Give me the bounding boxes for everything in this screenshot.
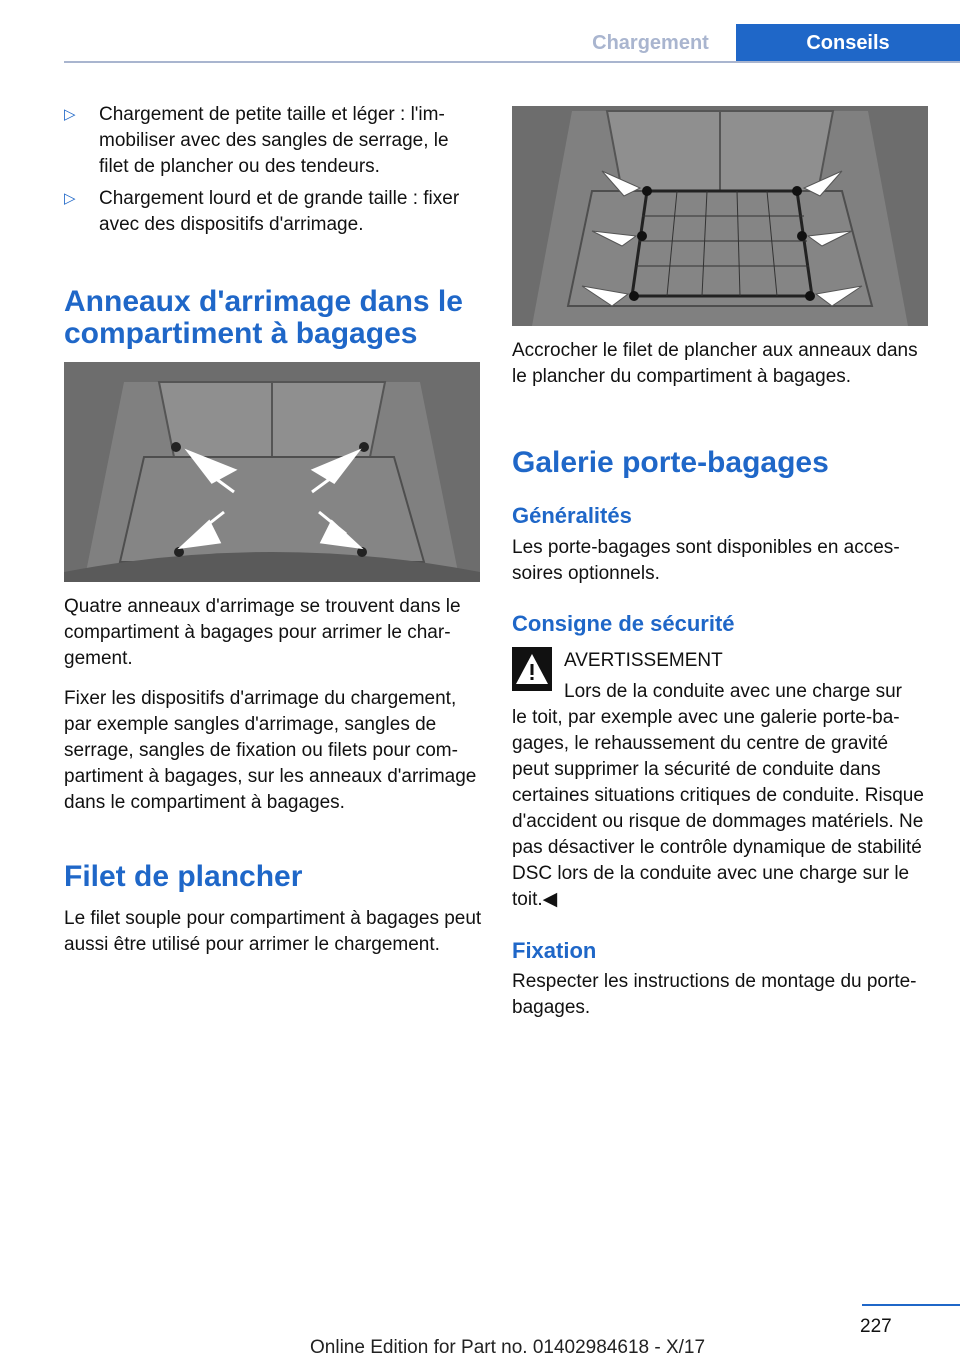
- floor-net-illustration: [512, 106, 928, 326]
- header-divider: [64, 61, 960, 63]
- bullet-text: Chargement lourd et de grande taille : fixer avec des dispositifs d'arrimage.: [99, 188, 460, 235]
- subheading-generalites: Généralités: [512, 503, 632, 528]
- heading-galerie: Galerie porte-bagages: [512, 446, 829, 479]
- caption-filet: Accrocher le filet de plancher aux anneaux dans le plancher du compartiment à bagages.: [512, 340, 918, 387]
- paragraph-filet: Le filet souple pour compartiment à bagages peut aussi être utilisé pour arrimer le chargement.: [64, 908, 482, 955]
- warning-triangle-icon: [512, 647, 552, 691]
- tab-chargement[interactable]: Chargement: [592, 32, 709, 54]
- paragraph-anneaux-1: Quatre anneaux d'arrimage se trouvent dans le compartiment à bagages pour arrimer le chargement.: [64, 596, 461, 669]
- tab-conseils[interactable]: Conseils: [736, 24, 960, 62]
- paragraph-anneaux-2: Fixer les dispositifs d'arrimage du chargement, par exemple sangles d'arrimage, sangles de serrage, sangles de fixation ou filets pour compartiment à bagages, sur les anneaux d'arrimage dans le compartiment à bagages.: [64, 688, 477, 813]
- subheading-fixation: Fixation: [512, 938, 597, 963]
- header-tabs: [565, 24, 960, 62]
- bullet-text: Chargement de petite taille et léger : l'immobiliser avec des sangles de serrage, le filet de plancher ou des tendeurs.: [99, 104, 449, 177]
- warning-title: AVERTISSEMENT: [564, 650, 723, 671]
- paragraph-generalites: Les porte-bagages sont disponibles en accessoires optionnels.: [512, 537, 900, 584]
- triangle-bullet-icon: ▷: [64, 190, 76, 207]
- subheading-consigne: Consigne de sécurité: [512, 611, 735, 636]
- warning-text: le toit, par exemple avec une galerie porte-bagages, le rehaussement du centre de gravité peut supprimer la sécurité de conduite dans certaines situations critiques de conduite. Risque d'accident ou risque de dommages matériels. Ne pas désactiver le contrôle dynamique de stabilité DSC lors de la conduite avec une charge sur le toit.◀: [512, 707, 924, 910]
- triangle-bullet-icon: ▷: [64, 106, 76, 123]
- warning-text-first-line: Lors de la conduite avec une charge sur: [564, 681, 902, 702]
- heading-anneaux: Anneaux d'arrimage dans le compartiment à bagages: [64, 285, 463, 350]
- paragraph-fixation: Respecter les instructions de montage du porte-bagages.: [512, 971, 917, 1018]
- bullet-item: [64, 186, 482, 238]
- heading-filet: Filet de plancher: [64, 860, 303, 893]
- footer-divider: [862, 1304, 960, 1306]
- page-number: 227: [860, 1316, 892, 1337]
- bullet-item: [64, 102, 482, 180]
- footer-edition: Online Edition for Part no. 01402984618 - X/17: [310, 1337, 706, 1358]
- trunk-rings-illustration: [64, 362, 480, 582]
